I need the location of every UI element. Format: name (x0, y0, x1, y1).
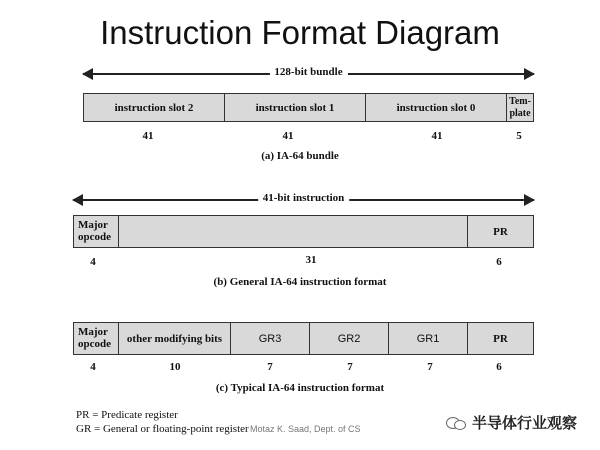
bundle-bar (83, 93, 534, 122)
typical-format-bar (73, 322, 534, 355)
legend-gr: GR = General or floating-point register (76, 423, 249, 435)
general-middle-field (119, 216, 468, 247)
gr2-field: GR2 (310, 323, 389, 354)
legend-pr: PR = Predicate register (76, 409, 178, 421)
bundle-arrow-label: 128-bit bundle (269, 66, 347, 78)
bundle-width-template: 5 (516, 130, 522, 142)
pr-field: PR (493, 332, 508, 345)
major-opcode-field: Major opcode (74, 323, 119, 354)
typical-width-gr2: 7 (347, 361, 353, 373)
gr1-field: GR1 (389, 323, 468, 354)
typical-caption: (c) Typical IA-64 instruction format (215, 382, 385, 394)
typical-width-modifying: 10 (169, 361, 181, 373)
instruction-arrow-label: 41-bit instruction (258, 192, 350, 204)
instruction-slot-0: instruction slot 0 (366, 94, 507, 121)
general-width-pr: 6 (496, 256, 502, 268)
general-caption: (b) General IA-64 instruction format (213, 276, 387, 288)
typical-width-gr1: 7 (427, 361, 433, 373)
bundle-width-slot2: 41 (142, 130, 154, 142)
general-width-opcode: 4 (90, 256, 96, 268)
pr-field: PR (493, 225, 508, 238)
gr3-field: GR3 (231, 323, 310, 354)
general-format-bar (73, 215, 534, 248)
instruction-width-arrow (73, 193, 534, 207)
modifying-bits-field: other modifying bits (119, 323, 231, 354)
typical-width-pr: 6 (496, 361, 502, 373)
page-title: Instruction Format Diagram (100, 14, 500, 51)
watermark-text: 半导体行业观察 (472, 414, 578, 432)
instruction-slot-2: instruction slot 2 (84, 94, 225, 121)
bundle-width-arrow (83, 67, 534, 81)
bundle-width-slot0: 41 (431, 130, 443, 142)
major-opcode-field: Major opcode (74, 216, 119, 247)
watermark (446, 412, 577, 433)
wechat-icon (446, 415, 466, 431)
bundle-width-slot1: 41 (282, 130, 294, 142)
template-field: Tem- plate (509, 95, 531, 119)
instruction-slot-1: instruction slot 1 (225, 94, 366, 121)
general-width-middle: 31 (305, 254, 317, 266)
author-credit: Motaz K. Saad, Dept. of CS (250, 424, 361, 434)
typical-width-opcode: 4 (90, 361, 96, 373)
bundle-caption: (a) IA-64 bundle (261, 150, 339, 162)
typical-width-gr3: 7 (267, 361, 273, 373)
